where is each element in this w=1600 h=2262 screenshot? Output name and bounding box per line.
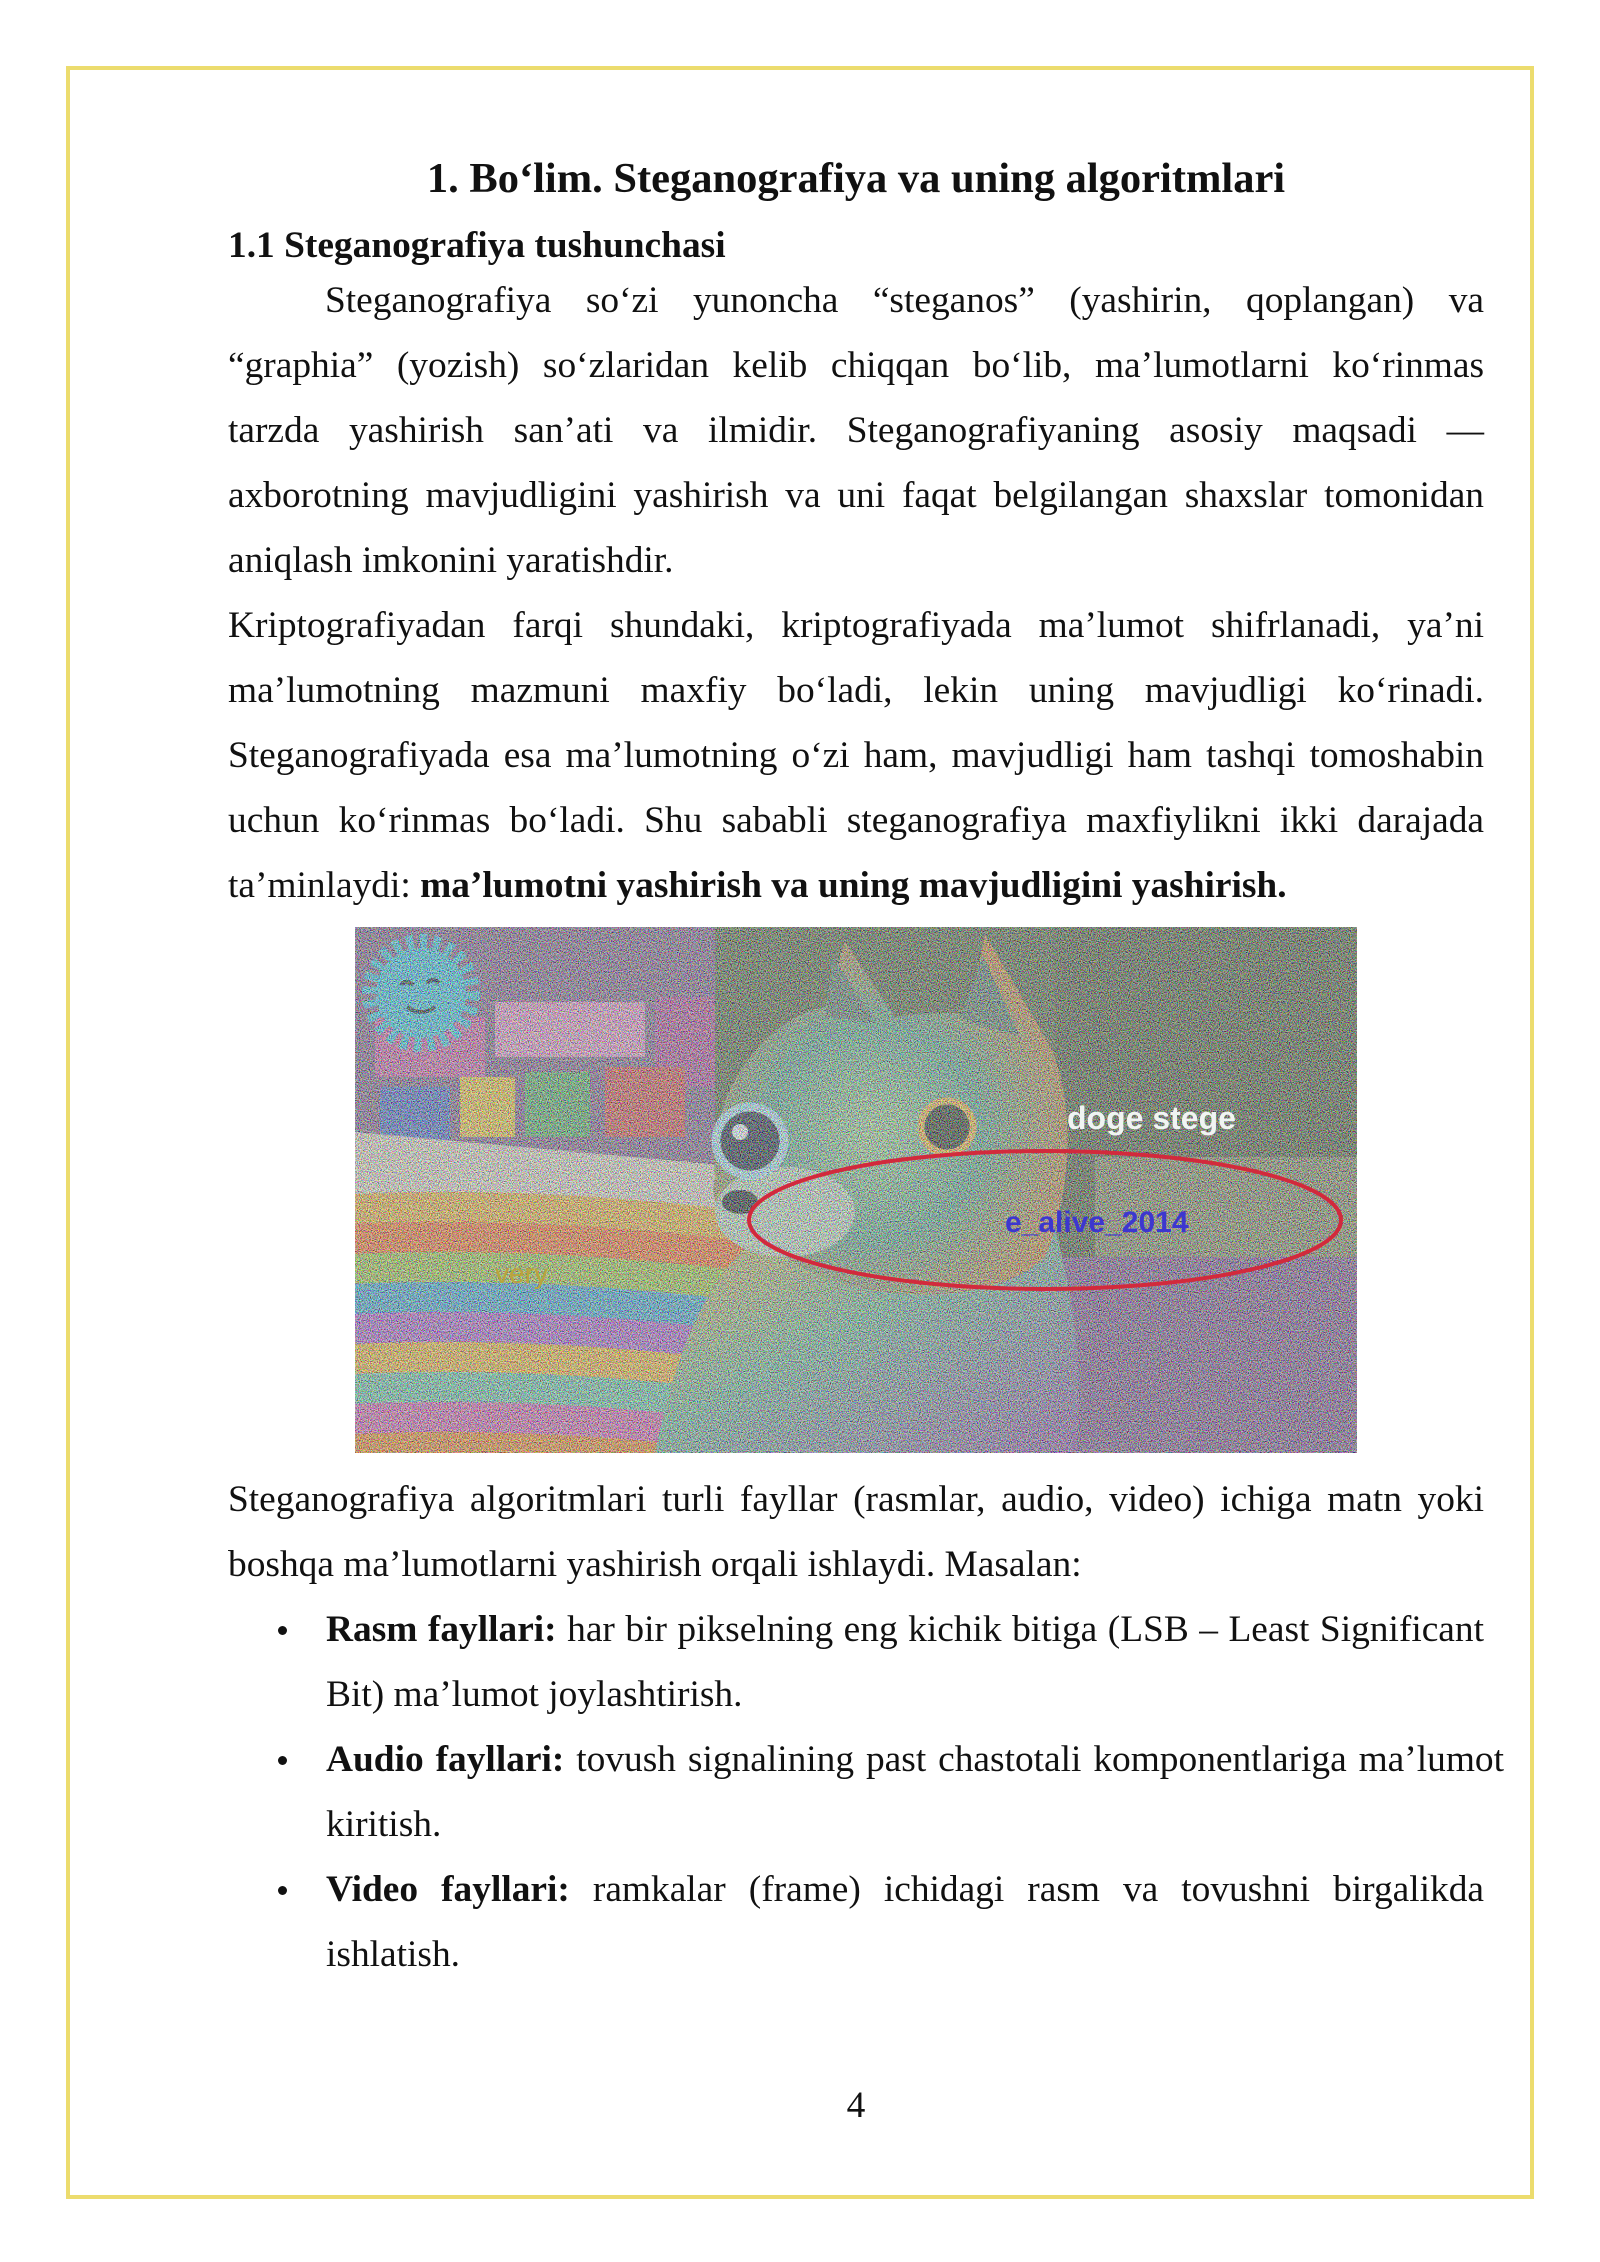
steganography-doge-image bbox=[355, 927, 1357, 1453]
list-item bbox=[326, 1597, 1484, 1727]
page-content bbox=[228, 154, 1504, 1987]
paragraph-algorithms-intro: Steganografiya algoritmlari turli fayllar (rasmlar, audio, video) ichiga matn yoki boshqa ma’lumotlarni yashirish orqali ishlaydi. Masalan: bbox=[228, 1479, 1484, 1585]
bullet-icon bbox=[278, 1756, 287, 1765]
list-item-text: tovush signalining past chastotali komponentlariga ma’lumot kiritish. bbox=[326, 1739, 1504, 1845]
bullet-icon bbox=[278, 1626, 287, 1635]
image-label-very: very bbox=[495, 1258, 548, 1289]
paragraph-cryptography-difference bbox=[228, 593, 1484, 918]
list-item bbox=[326, 1727, 1504, 1857]
bullet-icon bbox=[278, 1886, 287, 1895]
section-title: 1. Bo‘lim. Steganografiya va uning algoritmlari bbox=[426, 155, 1286, 202]
image-label-hidden-code: e_alive_2014 bbox=[1005, 1206, 1189, 1239]
list-item-text: har bir pikselning eng kichik bitiga (LSB – Least Significant Bit) ma’lumot joylashtirish. bbox=[326, 1609, 1484, 1715]
list-item-label: Video fayllari: bbox=[326, 1869, 570, 1910]
list-item-label: Rasm fayllari: bbox=[326, 1609, 557, 1650]
list-item-text: ramkalar (frame) ichidagi rasm va tovushni birgalikda ishlatish. bbox=[326, 1869, 1484, 1975]
page-number: 4 bbox=[846, 2085, 866, 2126]
subsection-title: 1.1 Steganografiya tushunchasi bbox=[228, 225, 726, 266]
bullet-list bbox=[228, 1597, 1504, 1987]
noise-overlay bbox=[355, 927, 1357, 1453]
list-item bbox=[326, 1857, 1484, 1987]
paragraph-text: Kriptografiyadan farqi shundaki, kriptografiyada ma’lumot shifrlanadi, ya’ni ma’lumotning mazmuni maxfiy bo‘ladi, lekin uning mavjudligi ko‘rinadi. Steganografiyada esa ma’lumotning o‘zi ham, mavjudligi ham tashqi tomoshabin uchun ko‘rinmas bo‘ladi. Shu sababli steganografiya maxfiylikni ikki darajada ta’minlaydi: bbox=[228, 605, 1484, 906]
paragraph-bold-conclusion: ma’lumotni yashirish va uning mavjudligini yashirish. bbox=[420, 865, 1287, 906]
list-item-label: Audio fayllari: bbox=[326, 1739, 565, 1780]
paragraph-definition: Steganografiya so‘zi yunoncha “steganos” (yashirin, qoplangan) va “graphia” (yozish) so‘zlaridan kelib chiqqan bo‘lib, ma’lumotlarni ko‘rinmas tarzda yashirish san’ati va ilmidir. Steganografiyaning asosiy maqsadi — axborotning mavjudligini yashirish va uni faqat belgilangan shaxslar tomonidan aniqlash imkonini yaratishdir. bbox=[228, 280, 1484, 581]
image-label-doge-stege: doge stege bbox=[1067, 1100, 1236, 1136]
figure bbox=[228, 927, 1484, 1453]
